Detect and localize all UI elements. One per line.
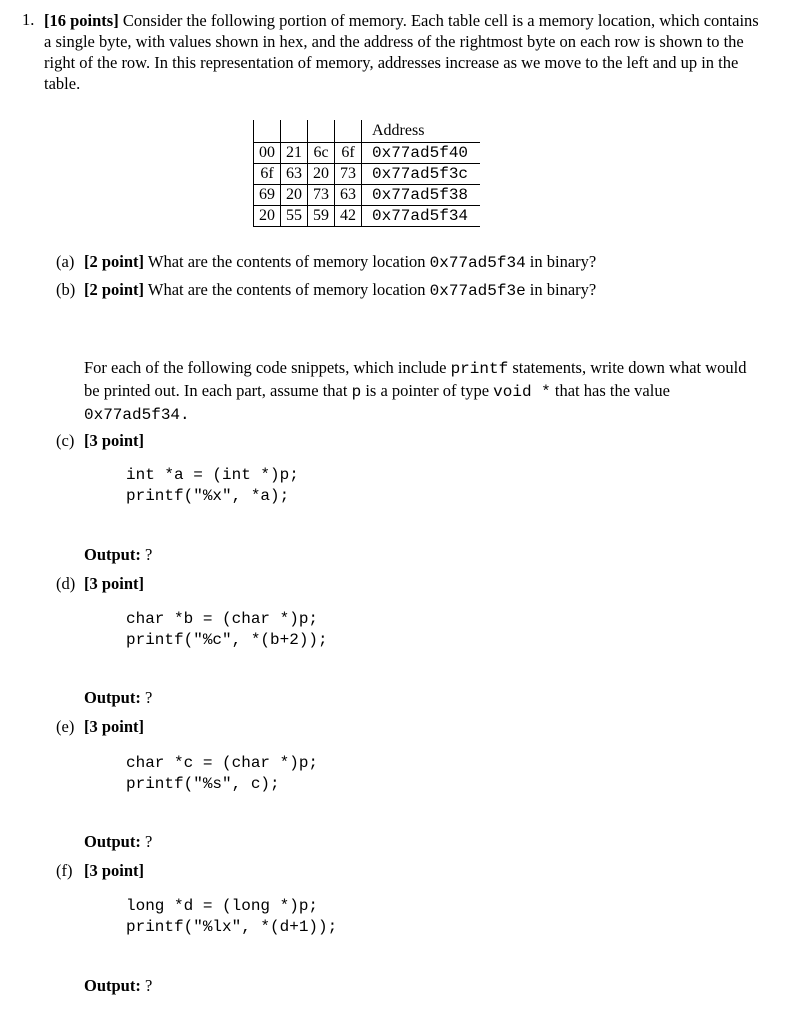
intro-text-3: is a pointer of type <box>365 381 490 400</box>
byte-cell: 6c <box>308 143 335 164</box>
part-b-question <box>84 280 596 300</box>
part-d-output <box>84 688 152 708</box>
part-e-label: (e) <box>56 717 75 736</box>
part-b-text-after: in binary? <box>529 280 597 299</box>
part-b-address: 0x77ad5f3e <box>429 282 526 300</box>
byte-cell: 73 <box>308 185 335 206</box>
part-c-output <box>84 545 152 565</box>
byte-cell: 69 <box>254 185 281 206</box>
question-intro <box>44 10 764 94</box>
part-c-code <box>126 465 299 507</box>
intro-code-p: p <box>351 383 362 401</box>
part-f-output <box>84 976 152 996</box>
byte-cell: 00 <box>254 143 281 164</box>
part-e-code <box>126 753 318 795</box>
memory-table-header <box>254 120 481 143</box>
byte-cell: 63 <box>335 185 362 206</box>
byte-cell: 20 <box>308 164 335 185</box>
byte-cell: 55 <box>281 206 308 227</box>
byte-cell: 73 <box>335 164 362 185</box>
intro-text-4: that has the value <box>554 381 670 400</box>
code-line: printf("%s", c); <box>126 775 280 793</box>
output-label: Output: <box>84 976 141 995</box>
part-d-label: (d) <box>56 574 76 593</box>
byte-cell: 59 <box>308 206 335 227</box>
question-text: Consider the following portion of memory. Each table cell is a memory location, which contains a single byte, with values shown in hex, and the address of the rightmost byte on each row is shown to the right of the row. In this representation of memory, addresses increase as we move to the left and up in the table. <box>44 11 759 93</box>
row-address: 0x77ad5f38 <box>362 185 481 206</box>
output-value: ? <box>144 545 153 564</box>
memory-row <box>254 185 481 206</box>
part-e-output <box>84 832 152 852</box>
memory-row <box>254 143 481 164</box>
output-label: Output: <box>84 832 141 851</box>
part-b-text: What are the contents of memory location <box>147 280 426 299</box>
part-b-points: [2 point] <box>84 280 145 299</box>
byte-cell: 20 <box>281 185 308 206</box>
intro-text-1: For each of the following code snippets, which include <box>84 358 447 377</box>
part-f-code <box>126 896 337 938</box>
row-address: 0x77ad5f34 <box>362 206 481 227</box>
byte-cell: 20 <box>254 206 281 227</box>
intro-code-printf: printf <box>450 360 509 378</box>
part-a-address: 0x77ad5f34 <box>429 254 526 272</box>
row-address: 0x77ad5f40 <box>362 143 481 164</box>
output-value: ? <box>144 976 153 995</box>
byte-cell: 6f <box>335 143 362 164</box>
part-c-label: (c) <box>56 431 75 450</box>
address-header: Address <box>362 120 481 143</box>
question-points: [16 points] <box>44 11 119 30</box>
question-number: 1. <box>22 10 35 29</box>
byte-cell: 42 <box>335 206 362 227</box>
part-f-points: [3 point] <box>84 861 145 880</box>
code-line: printf("%c", *(b+2)); <box>126 631 328 649</box>
byte-cell: 63 <box>281 164 308 185</box>
part-a-points: [2 point] <box>84 252 145 271</box>
part-b-label: (b) <box>56 280 76 299</box>
memory-row <box>254 164 481 185</box>
memory-table <box>253 120 480 227</box>
part-c-points: [3 point] <box>84 431 145 450</box>
code-line: printf("%x", *a); <box>126 487 290 505</box>
part-d-points: [3 point] <box>84 574 145 593</box>
snippets-intro <box>84 357 752 426</box>
code-line: printf("%lx", *(d+1)); <box>126 918 338 936</box>
output-label: Output: <box>84 688 141 707</box>
code-line: char *b = (char *)p; <box>126 610 319 628</box>
code-line: int *a = (int *)p; <box>126 466 299 484</box>
output-label: Output: <box>84 545 141 564</box>
intro-code-void: void * <box>493 383 551 401</box>
row-address: 0x77ad5f3c <box>362 164 481 185</box>
output-value: ? <box>144 688 153 707</box>
code-line: char *c = (char *)p; <box>126 754 319 772</box>
output-value: ? <box>144 832 153 851</box>
byte-cell: 6f <box>254 164 281 185</box>
byte-cell: 21 <box>281 143 308 164</box>
part-a-label: (a) <box>56 252 75 271</box>
part-e-points: [3 point] <box>84 717 145 736</box>
part-d-code <box>126 609 328 651</box>
memory-row <box>254 206 481 227</box>
part-a-question <box>84 252 596 272</box>
part-a-text-after: in binary? <box>529 252 597 271</box>
part-f-label: (f) <box>56 861 73 880</box>
intro-code-value: 0x77ad5f34. <box>84 406 190 424</box>
code-line: long *d = (long *)p; <box>126 897 319 915</box>
part-a-text: What are the contents of memory location <box>147 252 426 271</box>
intro-text-2: statements, write down what would be printed out. In each part, assume that <box>84 358 747 400</box>
